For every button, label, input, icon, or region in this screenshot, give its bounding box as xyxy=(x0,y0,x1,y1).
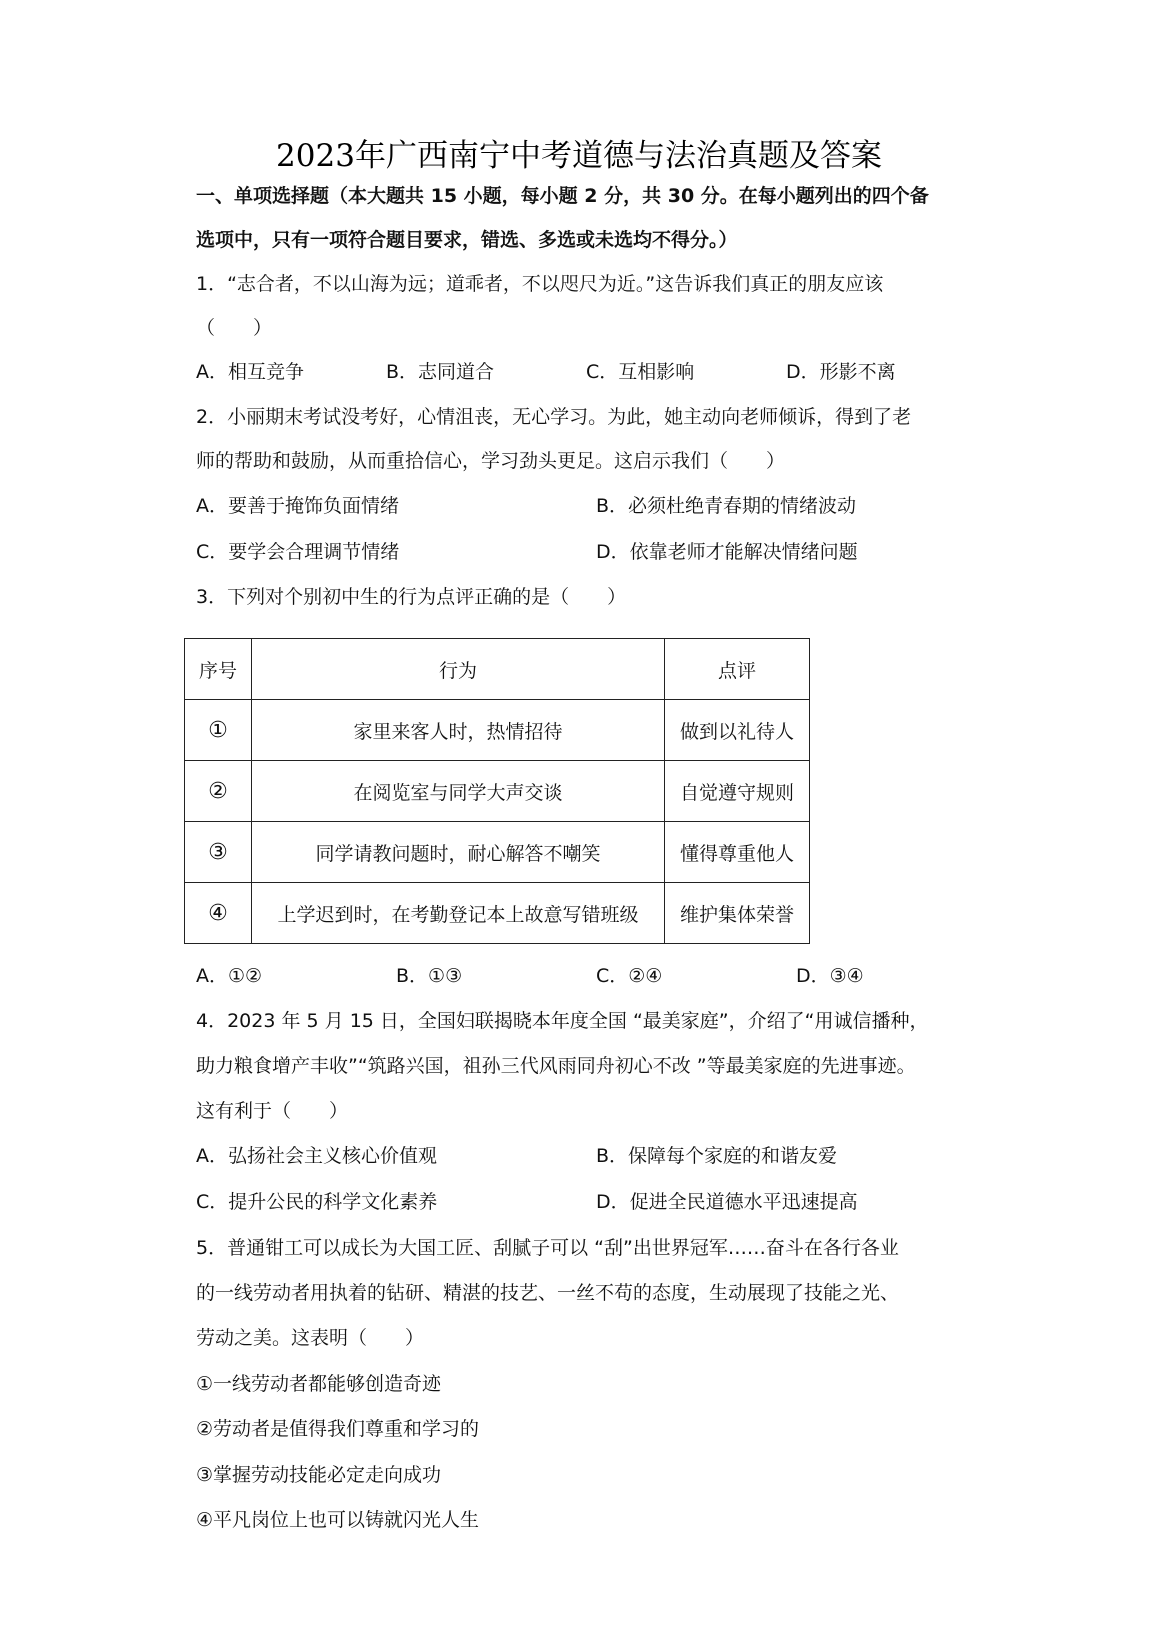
q3-table xyxy=(184,638,810,944)
q1-option-a: A．相互竞争 xyxy=(196,361,304,383)
table-header-cell: 点评 xyxy=(665,639,810,700)
q2-stem-line2: 师的帮助和鼓励，从而重拾信心，学习劲头更足。这启示我们（ ） xyxy=(196,450,786,472)
q2-option-c: C．要学会合理调节情绪 xyxy=(196,541,400,563)
table-cell-comment: 做到以礼待人 xyxy=(665,700,810,761)
q1-option-d: D．形影不离 xyxy=(786,361,896,383)
table-cell-behavior: 同学请教问题时，耐心解答不嘲笑 xyxy=(252,822,665,883)
q1-option-c: C．互相影响 xyxy=(586,361,695,383)
q1-stem-line1: 1．“志合者，不以山海为远；道乖者，不以咫尺为近。”这告诉我们真正的朋友应该 xyxy=(196,273,884,295)
table-cell-behavior: 家里来客人时，热情招待 xyxy=(252,700,665,761)
table-header-row xyxy=(185,639,810,700)
q1-option-b: B．志同道合 xyxy=(386,361,495,383)
table-cell-number: ③ xyxy=(185,822,252,883)
q2-option-d: D．依靠老师才能解决情绪问题 xyxy=(596,541,858,563)
q5-statement-1: ①一线劳动者都能够创造奇迹 xyxy=(196,1373,442,1395)
table-row xyxy=(185,822,810,883)
table-cell-number: ④ xyxy=(185,883,252,944)
table-cell-number: ① xyxy=(185,700,252,761)
q2-option-b: B．必须杜绝青春期的情绪波动 xyxy=(596,495,857,517)
table-header-cell: 行为 xyxy=(252,639,665,700)
q3-option-b: B．①③ xyxy=(396,965,463,987)
q4-stem-line1: 4．2023 年 5 月 15 日，全国妇联揭晓本年度全国 “最美家庭”，介绍了“用诚信播种， xyxy=(196,1010,929,1032)
table-cell-comment: 维护集体荣誉 xyxy=(665,883,810,944)
q3-option-c: C．②④ xyxy=(596,965,663,987)
table-row xyxy=(185,761,810,822)
q5-statement-4: ④平凡岗位上也可以铸就闪光人生 xyxy=(196,1509,480,1531)
q5-statement-3: ③掌握劳动技能必定走向成功 xyxy=(196,1464,442,1486)
q4-option-d: D．促进全民道德水平迅速提高 xyxy=(596,1191,858,1213)
q2-stem-line1: 2．小丽期末考试没考好，心情沮丧，无心学习。为此，她主动向老师倾诉，得到了老 xyxy=(196,406,912,428)
table-cell-comment: 自觉遵守规则 xyxy=(665,761,810,822)
q4-option-b: B．保障每个家庭的和谐友爱 xyxy=(596,1145,838,1167)
table-cell-behavior: 上学迟到时，在考勤登记本上故意写错班级 xyxy=(252,883,665,944)
q5-stem-line3: 劳动之美。这表明（ ） xyxy=(196,1327,425,1349)
table-header-cell: 序号 xyxy=(185,639,252,700)
q5-statement-2: ②劳动者是值得我们尊重和学习的 xyxy=(196,1418,480,1440)
q1-stem-line2: （ ） xyxy=(196,317,273,339)
table-cell-comment: 懂得尊重他人 xyxy=(665,822,810,883)
q4-stem-line3: 这有利于（ ） xyxy=(196,1100,349,1122)
q5-stem-line2: 的一线劳动者用执着的钻研、精湛的技艺、一丝不苟的态度，生动展现了技能之光、 xyxy=(196,1282,900,1304)
section-heading-line1: 一、单项选择题（本大题共 15 小题，每小题 2 分，共 30 分。在每小题列出的四个备 xyxy=(196,185,929,207)
q3-stem: 3．下列对个别初中生的行为点评正确的是（ ） xyxy=(196,586,627,608)
table-cell-number: ② xyxy=(185,761,252,822)
q3-option-a: A．①② xyxy=(196,965,263,987)
table-row xyxy=(185,883,810,944)
page-title: 2023年广西南宁中考道德与法治真题及答案 xyxy=(276,138,882,174)
q4-stem-line2: 助力粮食增产丰收”“筑路兴国，祖孙三代风雨同舟初心不改 ”等最美家庭的先进事迹。 xyxy=(196,1055,916,1077)
table-cell-behavior: 在阅览室与同学大声交谈 xyxy=(252,761,665,822)
q3-option-d: D．③④ xyxy=(796,965,864,987)
q5-stem-line1: 5．普通钳工可以成长为大国工匠、刮腻子可以 “刮”出世界冠军……奋斗在各行各业 xyxy=(196,1237,899,1259)
q4-option-a: A．弘扬社会主义核心价值观 xyxy=(196,1145,437,1167)
q4-option-c: C．提升公民的科学文化素养 xyxy=(196,1191,438,1213)
q2-option-a: A．要善于掩饰负面情绪 xyxy=(196,495,399,517)
section-heading-line2: 选项中，只有一项符合题目要求，错选、多选或未选均不得分。） xyxy=(196,229,738,251)
table-row xyxy=(185,700,810,761)
